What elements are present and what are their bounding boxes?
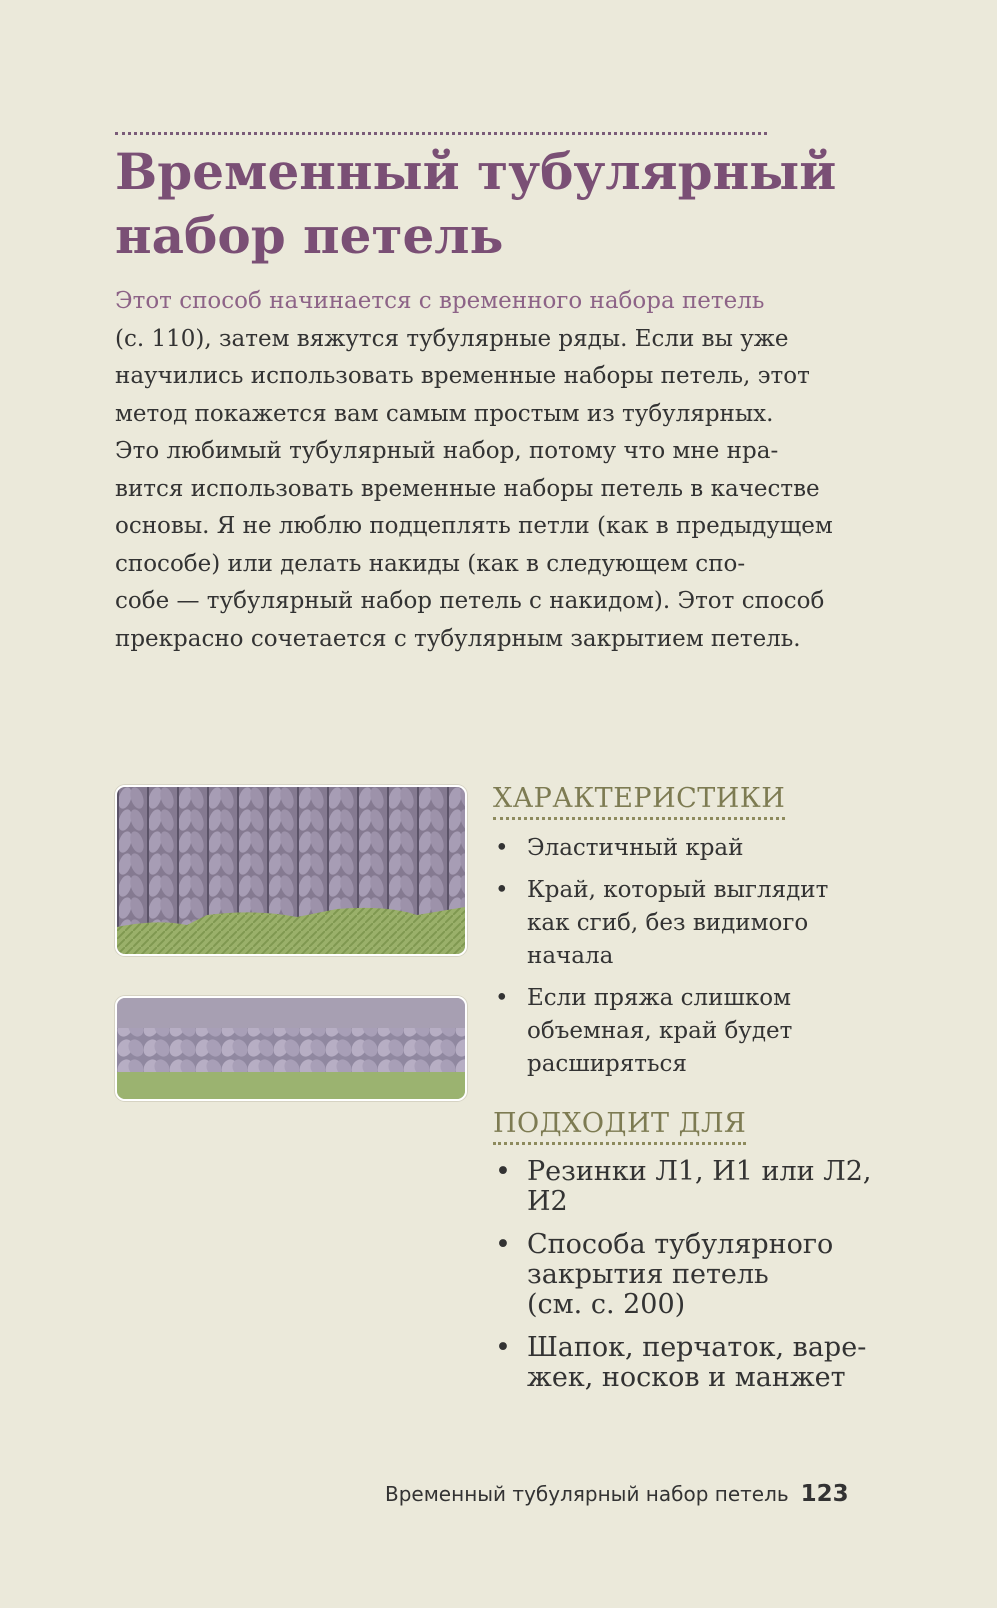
title-line: Временный тубулярный: [115, 142, 837, 201]
knitting-photo-edge: [115, 996, 467, 1101]
page-number: 123: [800, 1481, 849, 1507]
intro-line: вится использовать временные наборы петель в качестве: [115, 475, 820, 502]
list-item-line: Шапок, перчаток, варе-: [527, 1332, 867, 1363]
list-item-line: (см. с. 200): [527, 1289, 686, 1320]
intro-line: (с. 110), затем вяжутся тубулярные ряды. Если вы уже: [115, 325, 789, 352]
list-item-line: начала: [527, 943, 614, 969]
intro-line: прекрасно сочетается с тубулярным закрытием петель.: [115, 625, 801, 652]
list-item-line: жек, носков и манжет: [527, 1362, 846, 1393]
list-item: [493, 832, 853, 865]
suitable-for-list: [493, 1156, 872, 1406]
characteristics-heading: ХАРАКТЕРИСТИКИ: [493, 783, 785, 820]
list-item: [493, 1332, 867, 1393]
list-item: [493, 982, 853, 1081]
list-item: [493, 874, 853, 973]
list-item-line: объемная, край будет: [527, 1018, 793, 1044]
characteristics-list: [493, 832, 853, 1090]
page-title: [115, 140, 875, 268]
knit-edge-illustration: [117, 998, 465, 1099]
intro-line: научились использовать временные наборы петель, этот: [115, 363, 810, 389]
intro-paragraph: [115, 283, 855, 658]
bullet-icon: •: [495, 985, 509, 1011]
knit-rib-illustration: [117, 787, 465, 954]
intro-line: Это любимый тубулярный набор, потому что мне нра-: [115, 438, 779, 464]
running-footer-title: Временный тубулярный набор петель: [385, 1482, 789, 1506]
intro-line: собе — тубулярный набор петель с накидом). Этот способ: [115, 588, 825, 614]
list-item-line: Резинки Л1, И1 или Л2,: [527, 1156, 872, 1187]
title-line: набор петель: [115, 206, 504, 265]
list-item: [493, 1156, 872, 1217]
intro-line: способе) или делать накиды (как в следующем спо-: [115, 550, 746, 577]
bullet-icon: •: [495, 877, 509, 903]
bullet-icon: •: [495, 1332, 511, 1363]
list-item-line: закрытия петель: [527, 1259, 769, 1290]
list-item-line: как сгиб, без видимого: [527, 910, 809, 936]
bullet-icon: •: [495, 1156, 511, 1187]
knitting-photo-front: [115, 785, 467, 956]
page-footer: [385, 1481, 849, 1507]
bullet-icon: •: [495, 835, 509, 861]
list-item-line: Способа тубулярного: [527, 1229, 834, 1260]
intro-line: метод покажется вам самым простым из тубулярных.: [115, 400, 774, 427]
intro-lead-line: Этот способ начинается с временного набора петель: [115, 288, 765, 314]
list-item: [493, 1230, 853, 1320]
list-item-line: Эластичный край: [527, 835, 744, 861]
list-item-line: Если пряжа слишком: [527, 985, 791, 1011]
dotted-rule: [115, 132, 767, 135]
intro-line: основы. Я не люблю подцеплять петли (как в предыдущем: [115, 513, 833, 539]
list-item-line: Край, который выглядит: [527, 877, 829, 903]
bullet-icon: •: [495, 1229, 511, 1260]
list-item-line: И2: [527, 1186, 568, 1217]
suitable-for-heading: ПОДХОДИТ ДЛЯ: [493, 1108, 746, 1145]
list-item-line: расширяться: [527, 1051, 687, 1077]
